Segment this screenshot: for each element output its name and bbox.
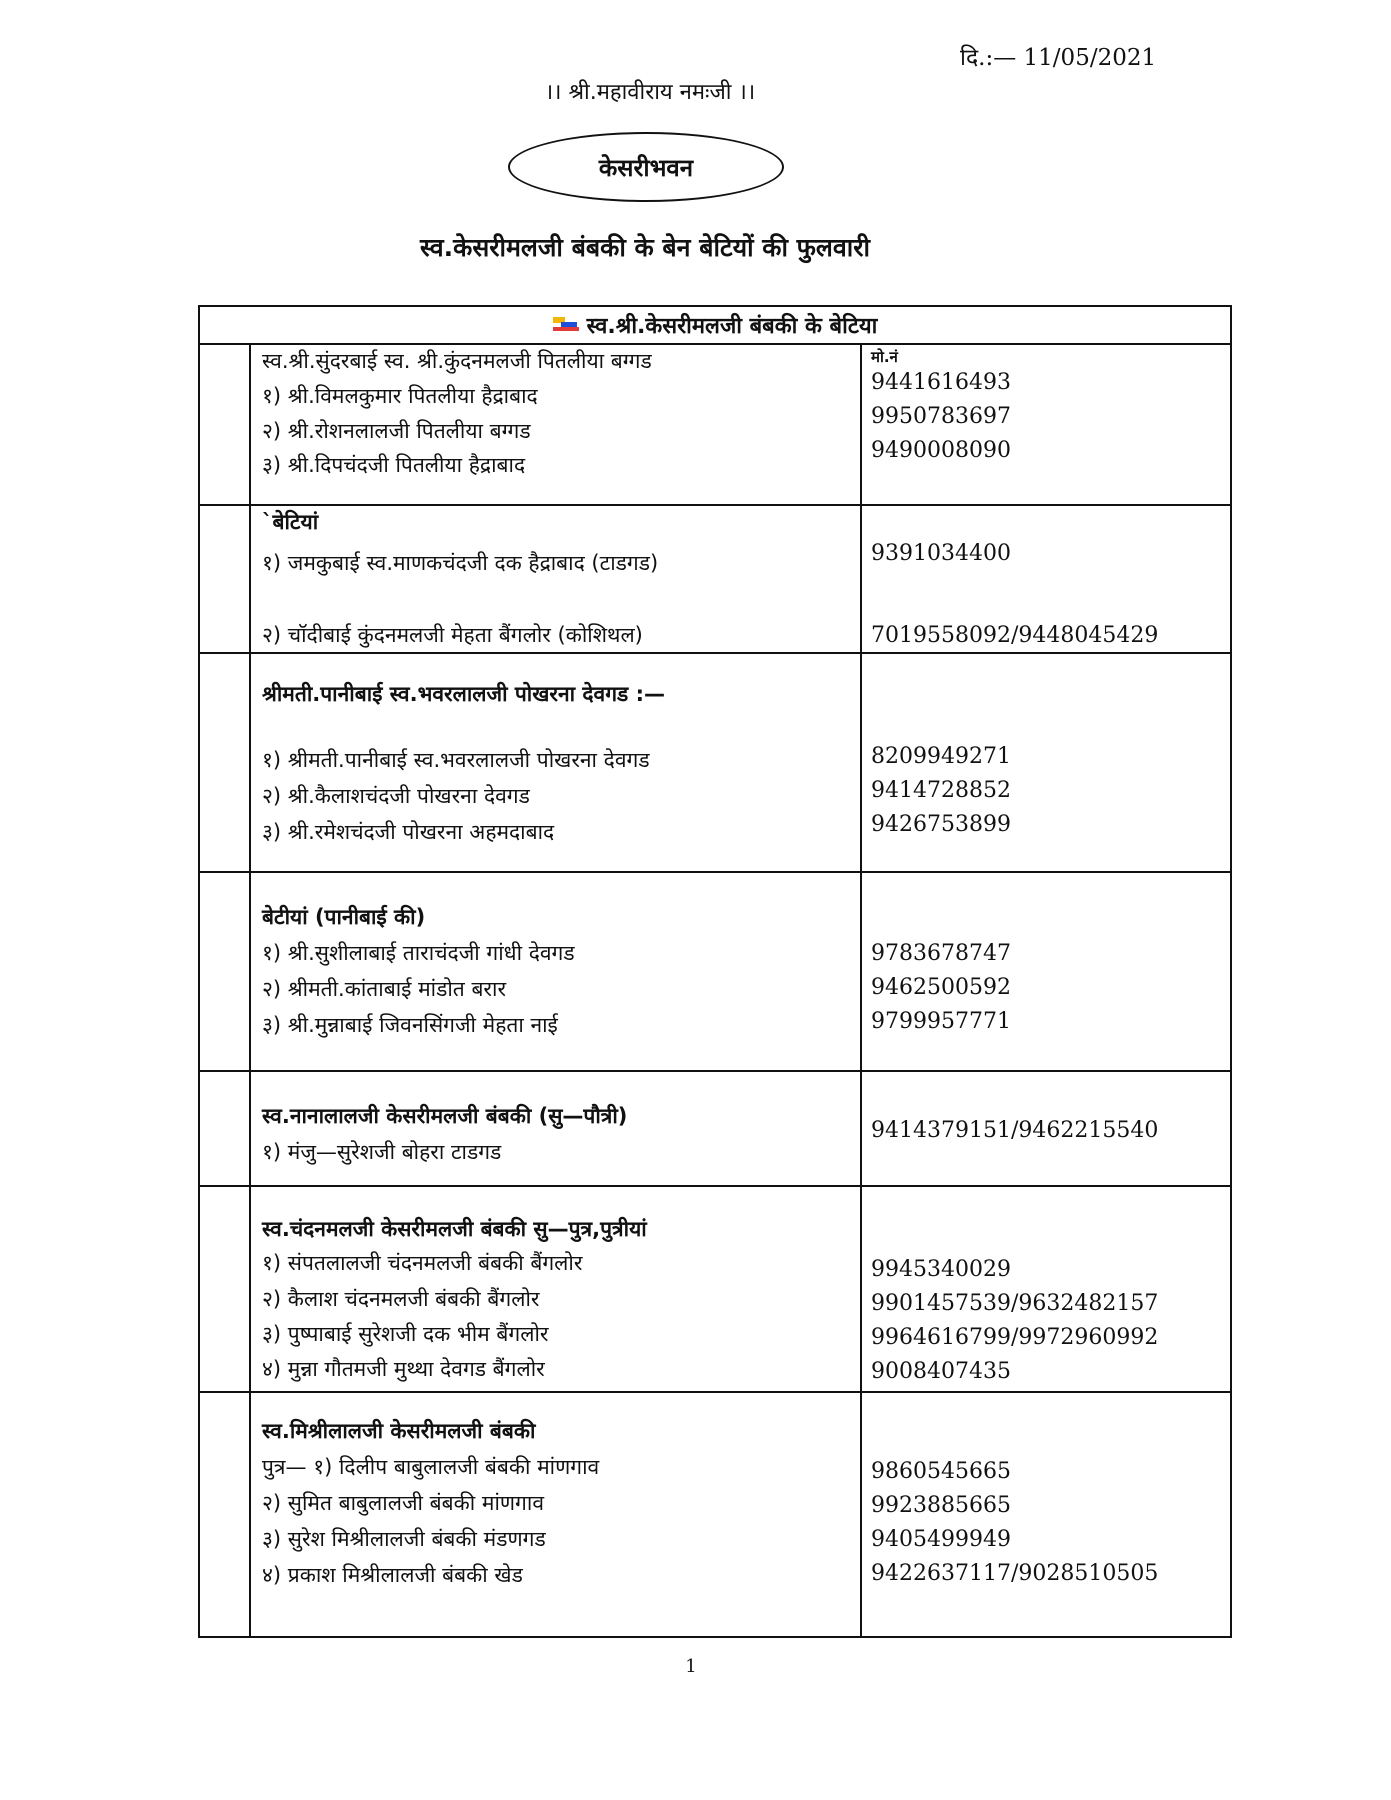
phone-number: 9405499949 — [871, 1527, 1011, 1552]
name-line: ३) सुरेश मिश्रीलालजी बंबकी मंडणगड — [262, 1527, 546, 1551]
name-line: ३) श्री.मुन्नाबाई जिवनसिंगजी मेहता नाई — [262, 1013, 558, 1037]
table-row — [200, 506, 1230, 654]
name-line: श्रीमती.पानीबाई स्व.भवरलालजी पोखरना देवगड :— — [262, 682, 665, 706]
oval-title-text: केसरीभवन — [598, 153, 694, 182]
phone-number: 9860545665 — [871, 1459, 1011, 1484]
flag-icon — [553, 317, 579, 333]
table-row — [200, 873, 1230, 1072]
name-line: स्व.चंदनमलजी केसरीमलजी बंबकी सु—पुत्र,पुत्रीयां — [262, 1217, 647, 1241]
name-line: ३) श्री.दिपचंदजी पितलीया हैद्राबाद — [262, 453, 526, 477]
name-line: बेटीयां (पानीबाई की) — [262, 905, 426, 929]
table-row — [200, 654, 1230, 873]
phone-number: 9422637117/9028510505 — [871, 1561, 1159, 1586]
name-line: १) मंजु—सुरेशजी बोहरा टाडगड — [262, 1140, 502, 1164]
phone-number: 9950783697 — [871, 404, 1011, 429]
name-line: ४) मुन्ना गौतमजी मुथ्था देवगड बैंगलोर — [262, 1357, 545, 1381]
name-line: २) श्रीमती.कांताबाई मांडोत बरार — [262, 977, 507, 1001]
phone-number: 9783678747 — [871, 941, 1011, 966]
phone-number: 9964616799/9972960992 — [871, 1325, 1159, 1350]
phone-number: 9923885665 — [871, 1493, 1011, 1518]
phone-number: 9414379151/9462215540 — [871, 1118, 1159, 1143]
table-row — [200, 1393, 1230, 1638]
phone-number: 9799957771 — [871, 1009, 1011, 1034]
name-line: २) चॉदीबाई कुंदनमलजी मेहता बैंगलोर (कोशिथल) — [262, 623, 643, 647]
name-line: १) श्री.विमलकुमार पितलीया हैद्राबाद — [262, 384, 538, 408]
phone-number: 9901457539/9632482157 — [871, 1291, 1159, 1316]
name-line: ३) पुष्पाबाई सुरेशजी दक भीम बैंगलोर — [262, 1322, 549, 1346]
table-title: स्व.श्री.केसरीमलजी बंबकी के बेटिया — [586, 314, 878, 339]
name-line: २) सुमित बाबुलालजी बंबकी मांणगाव — [262, 1491, 545, 1515]
oval-title — [508, 132, 784, 202]
name-line: ३) श्री.रमेशचंदजी पोखरना अहमदाबाद — [262, 820, 555, 844]
document-date: दि.:— 11/05/2021 — [960, 45, 1157, 71]
mobile-label: मो.नं — [871, 348, 898, 366]
table-row — [200, 1187, 1230, 1393]
phone-number: 9945340029 — [871, 1257, 1011, 1282]
page-heading: स्व.केसरीमलजी बंबकी के बेन बेटियों की फुलवारी — [420, 233, 870, 262]
table-row — [200, 345, 1230, 506]
name-line: २) कैलाश चंदनमलजी बंबकी बैंगलोर — [262, 1287, 540, 1311]
invocation-line: ।। श्री.महावीराय नमःजी ।। — [544, 80, 756, 105]
phone-number: 9441616493 — [871, 370, 1011, 395]
phone-number: 9490008090 — [871, 438, 1011, 463]
page-number: 1 — [685, 1656, 697, 1677]
phone-number: 9426753899 — [871, 812, 1011, 837]
phone-number: 9462500592 — [871, 975, 1011, 1000]
name-line: स्व.श्री.सुंदरबाई स्व. श्री.कुंदनमलजी पितलीया बग्गड — [262, 349, 652, 373]
name-line: पुत्र— १) दिलीप बाबुलालजी बंबकी मांणगाव — [262, 1455, 600, 1479]
name-line: १) श्री.सुशीलाबाई ताराचंदजी गांधी देवगड — [262, 941, 575, 965]
table-row — [200, 1072, 1230, 1187]
name-line: २) श्री.रोशनलालजी पितलीया बग्गड — [262, 419, 531, 443]
table-header — [200, 307, 1230, 345]
phone-number: 8209949271 — [871, 744, 1011, 769]
name-line: २) श्री.कैलाशचंदजी पोखरना देवगड — [262, 784, 530, 808]
name-line: १) जमकुबाई स्व.माणकचंदजी दक हैद्राबाद (टाडगड) — [262, 551, 659, 575]
phone-number: 9391034400 — [871, 541, 1011, 566]
family-table — [198, 305, 1232, 1638]
name-line: स्व.नानालालजी केसरीमलजी बंबकी (सु—पौत्री) — [262, 1104, 628, 1128]
name-line: ४) प्रकाश मिश्रीलालजी बंबकी खेड — [262, 1563, 523, 1587]
phone-number: 7019558092/9448045429 — [871, 623, 1159, 648]
name-line: १) श्रीमती.पानीबाई स्व.भवरलालजी पोखरना देवगड — [262, 748, 650, 772]
name-line: स्व.मिश्रीलालजी केसरीमलजी बंबकी — [262, 1419, 536, 1443]
phone-number: 9008407435 — [871, 1359, 1011, 1384]
name-line: `बेटियां — [262, 510, 319, 534]
phone-number: 9414728852 — [871, 778, 1011, 803]
name-line: १) संपतलालजी चंदनमलजी बंबकी बैंगलोर — [262, 1251, 583, 1275]
